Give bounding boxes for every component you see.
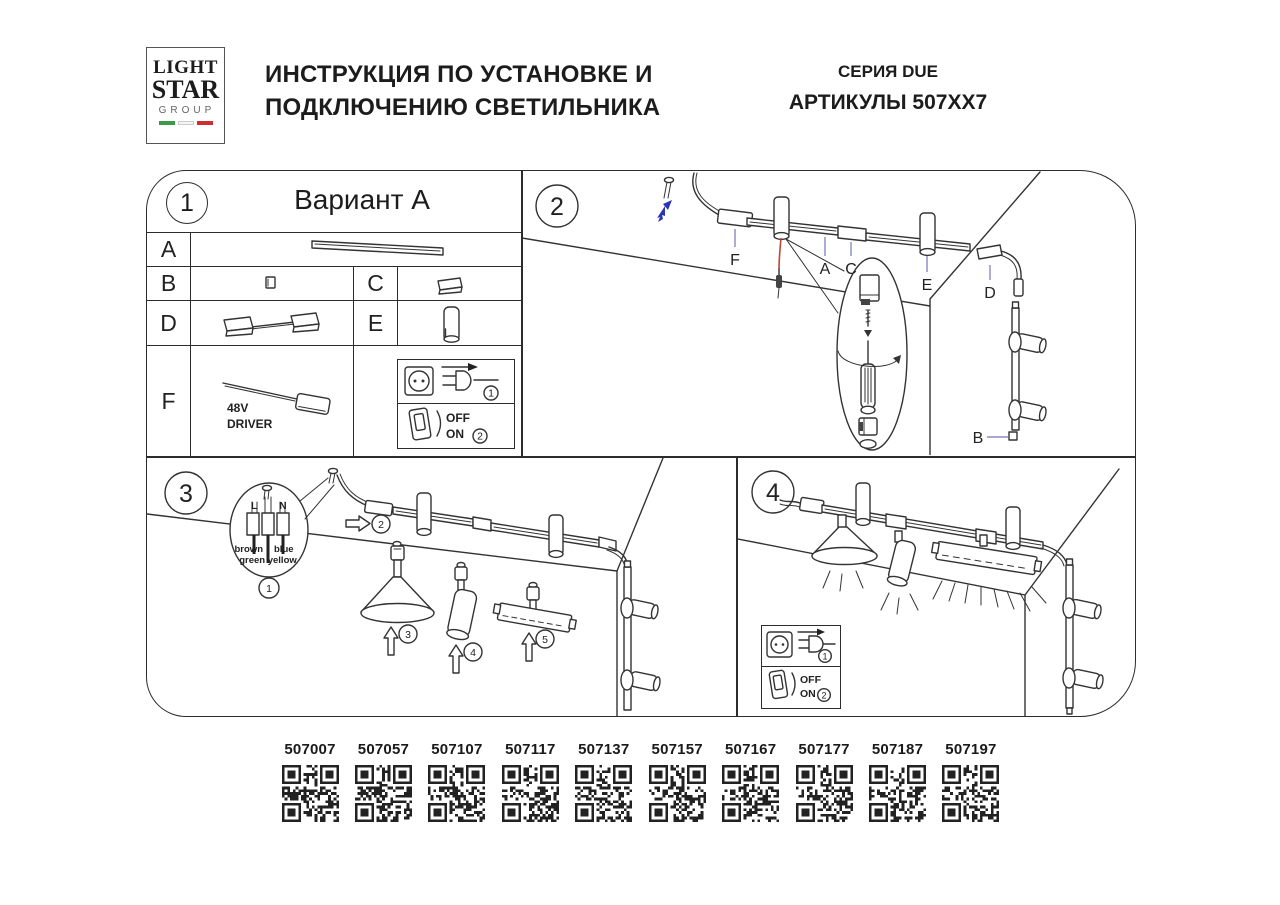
row-f bbox=[147, 346, 521, 456]
cylinder-lamp-icon bbox=[398, 301, 521, 345]
article-code: 507187 bbox=[871, 741, 924, 758]
qr-code bbox=[869, 765, 926, 822]
row-b-label: B bbox=[147, 267, 191, 300]
article-code: 507137 bbox=[578, 741, 630, 758]
cone-lamp-lit bbox=[812, 515, 877, 591]
row-bc bbox=[147, 267, 521, 301]
attach-arrow-4 bbox=[449, 645, 463, 673]
driver-box bbox=[364, 500, 392, 516]
attach-arrow-5 bbox=[522, 633, 536, 661]
driver-name: DRIVER bbox=[227, 417, 273, 431]
power-steps-box bbox=[397, 359, 515, 449]
panel3-number: 3 bbox=[179, 480, 193, 508]
wall-track bbox=[1063, 559, 1104, 714]
wire-blue-label: blue bbox=[274, 544, 294, 555]
step-1-badge: 1 bbox=[266, 583, 272, 595]
track-mount-2 bbox=[920, 213, 935, 255]
switch-on-step bbox=[762, 667, 840, 706]
row-f-label: F bbox=[147, 346, 191, 456]
panel2-number: 2 bbox=[550, 193, 564, 221]
articles-list bbox=[281, 741, 1000, 827]
logo-light: LIGHT bbox=[153, 57, 218, 78]
article-code: 507007 bbox=[284, 741, 336, 758]
cone-lamp bbox=[361, 542, 434, 623]
article-code: 507177 bbox=[798, 741, 850, 758]
title-line-1: ИНСТРУКЦИЯ ПО УСТАНОВКЕ И bbox=[265, 61, 653, 88]
article-item bbox=[575, 741, 633, 827]
qr-code bbox=[428, 765, 485, 822]
anchor-wire-red bbox=[779, 238, 781, 269]
qr-code bbox=[355, 765, 412, 822]
qr-code bbox=[942, 765, 999, 822]
logo-star: STAR bbox=[151, 75, 220, 104]
row-de bbox=[147, 301, 521, 346]
detail-connector bbox=[859, 418, 877, 435]
track-mount-1 bbox=[856, 483, 870, 525]
socket-plug-icon bbox=[762, 626, 838, 665]
article-item bbox=[428, 741, 486, 827]
qr-code bbox=[282, 765, 339, 822]
panel-3-wiring-diagram bbox=[147, 457, 736, 716]
slide-arrow bbox=[346, 516, 370, 531]
article-item bbox=[869, 741, 927, 827]
panel4-number: 4 bbox=[765, 479, 780, 507]
article-item bbox=[281, 741, 339, 827]
plug-in-step bbox=[398, 360, 514, 404]
qr-code bbox=[575, 765, 632, 822]
italian-flag-icon bbox=[147, 121, 224, 125]
label-c: C bbox=[845, 261, 857, 278]
panel-4-result bbox=[738, 457, 1135, 716]
connector-icon bbox=[398, 267, 521, 300]
step-2-number: 2 bbox=[820, 690, 827, 701]
panel-1-parts-table bbox=[147, 171, 521, 456]
step-1-number: 1 bbox=[488, 387, 494, 400]
plug-in-step bbox=[762, 626, 840, 667]
label-d: D bbox=[984, 285, 996, 302]
link-cable-icon bbox=[191, 301, 352, 345]
mounting-detail-callout bbox=[837, 258, 907, 450]
end-cap-b bbox=[1009, 432, 1017, 440]
switch-off-label: OFF bbox=[446, 411, 470, 425]
series-name: СЕРИЯ DUE bbox=[837, 62, 938, 81]
article-item bbox=[942, 741, 1000, 827]
switch-on-label: ON bbox=[799, 688, 816, 700]
ceiling-screw bbox=[329, 468, 338, 473]
article-code: 507167 bbox=[724, 741, 777, 758]
driver-box bbox=[799, 497, 824, 513]
panel1-number-badge bbox=[166, 182, 208, 224]
track-mount-1 bbox=[417, 493, 431, 535]
article-item bbox=[722, 741, 780, 827]
article-item bbox=[648, 741, 706, 827]
step-2-badge: 2 bbox=[378, 519, 384, 531]
article-item bbox=[795, 741, 853, 827]
qr-code bbox=[796, 765, 853, 822]
supply-cable bbox=[337, 475, 368, 506]
qr-code bbox=[649, 765, 706, 822]
wire-n-label: N bbox=[279, 501, 287, 512]
attach-arrow-3 bbox=[384, 627, 398, 655]
panel1-number: 1 bbox=[180, 188, 194, 217]
article-code: 507157 bbox=[651, 741, 703, 758]
article-code: 507057 bbox=[357, 741, 410, 758]
wall-track bbox=[621, 561, 661, 710]
row-c-label: C bbox=[354, 267, 398, 300]
logo-group: GROUP bbox=[158, 105, 216, 116]
power-steps-box bbox=[761, 625, 841, 709]
switch-on-step bbox=[398, 404, 514, 446]
step-3-badge: 3 bbox=[405, 629, 411, 641]
driver-voltage: 48V bbox=[227, 401, 249, 415]
track-icon bbox=[191, 233, 521, 266]
articles-range: АРТИКУЛЫ 507XX7 bbox=[788, 91, 988, 114]
wire-brown-label: brown bbox=[234, 544, 263, 555]
label-e: E bbox=[921, 277, 933, 294]
callout-lines bbox=[786, 239, 844, 313]
insert-arrow-blue bbox=[657, 200, 672, 222]
switch-off-label: OFF bbox=[799, 674, 821, 686]
driver-icon bbox=[191, 346, 352, 454]
wiring-detail-callout bbox=[230, 483, 308, 577]
socket-plug-icon bbox=[398, 360, 512, 402]
article-item bbox=[354, 741, 412, 827]
panel-2-mounting-diagram bbox=[522, 171, 1135, 455]
label-a: A bbox=[819, 261, 831, 278]
lightstar-logo bbox=[146, 47, 225, 144]
row-d-label: D bbox=[147, 301, 191, 345]
track-mount-1 bbox=[774, 197, 789, 239]
row-a bbox=[147, 233, 521, 267]
wire-l-label: L bbox=[250, 501, 258, 512]
wall-anchor-screw bbox=[776, 269, 782, 298]
end-cap bbox=[860, 440, 876, 449]
switch-icon bbox=[398, 404, 512, 445]
title-line-2: ПОДКЛЮЧЕНИЮ СВЕТИЛЬНИКА bbox=[265, 94, 661, 121]
article-item bbox=[501, 741, 559, 827]
row-a-label: A bbox=[147, 233, 191, 266]
ceiling-anchor-screw bbox=[664, 177, 674, 198]
qr-code bbox=[502, 765, 559, 822]
switch-on-label: ON bbox=[446, 427, 464, 441]
linear-lamp bbox=[492, 583, 577, 634]
track-mount-2 bbox=[1006, 507, 1020, 549]
instruction-figure bbox=[146, 170, 1136, 717]
row-e-label: E bbox=[354, 301, 398, 345]
step-2-number: 2 bbox=[477, 430, 483, 443]
qr-code bbox=[722, 765, 779, 822]
panel1-header-row bbox=[147, 171, 521, 233]
step-4-badge: 4 bbox=[470, 647, 476, 659]
end-cap-icon bbox=[191, 267, 352, 300]
label-f: F bbox=[730, 252, 740, 269]
step-1-number: 1 bbox=[821, 651, 828, 662]
track-mount-2 bbox=[549, 515, 563, 557]
wire-green-yellow-label: green yellow bbox=[239, 555, 297, 566]
page-title bbox=[265, 58, 660, 124]
variant-title: Вариант А bbox=[294, 184, 430, 215]
label-b: B bbox=[972, 430, 984, 447]
article-code: 507117 bbox=[505, 741, 556, 758]
step-5-badge: 5 bbox=[542, 634, 548, 646]
wall-track bbox=[1009, 302, 1047, 440]
article-code: 507107 bbox=[431, 741, 483, 758]
article-code: 507197 bbox=[945, 741, 997, 758]
switch-icon bbox=[762, 667, 838, 705]
cylinder-lamp bbox=[446, 563, 478, 642]
series-block bbox=[758, 62, 1018, 115]
